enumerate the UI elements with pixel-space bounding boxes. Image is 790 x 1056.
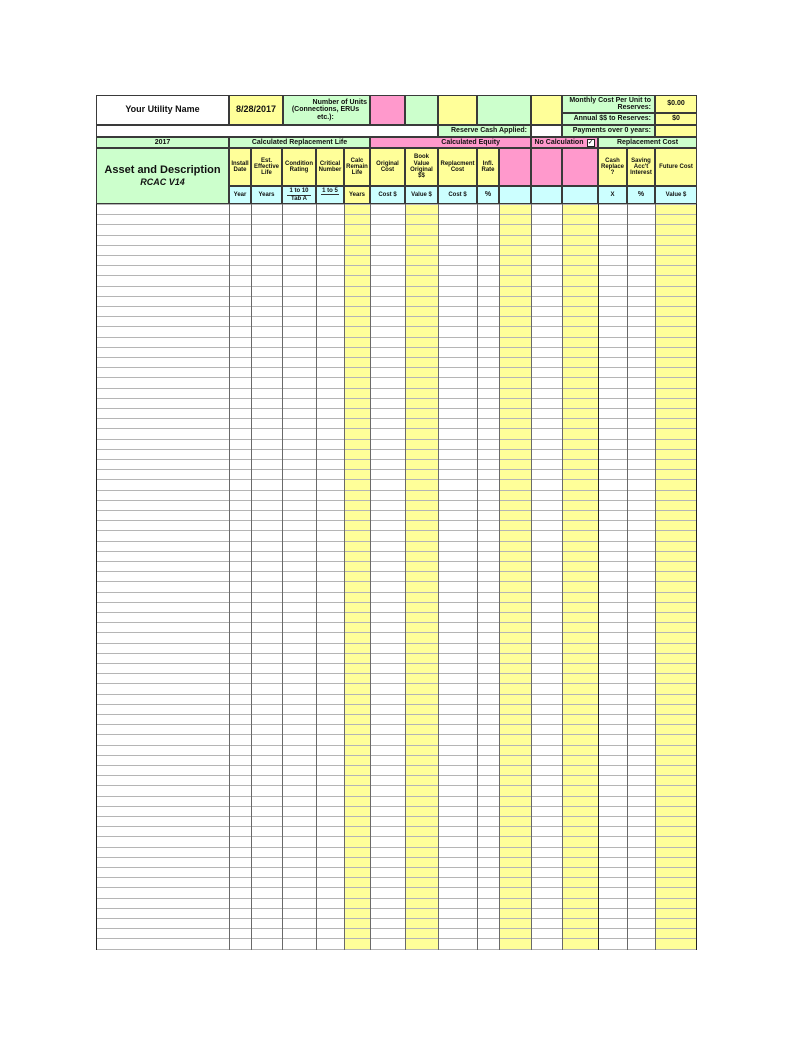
column-line [251, 204, 252, 950]
units-label [283, 95, 370, 125]
col-replacment-cost-l1: Replacment [440, 160, 475, 167]
column-line [229, 204, 230, 950]
row-line [96, 418, 697, 419]
row-line [96, 836, 697, 837]
row-line [96, 653, 697, 654]
col-pink-2 [531, 148, 562, 186]
row-line [96, 785, 697, 786]
col-saving-interest [627, 148, 655, 186]
col-book-value-l1: Book [414, 154, 429, 161]
column-line [696, 204, 697, 950]
column-line [598, 204, 599, 950]
row-line [96, 867, 697, 868]
row-line [96, 449, 697, 450]
row-line [96, 755, 697, 756]
col-install-date-l2: Date [233, 167, 247, 173]
row-line [96, 898, 697, 899]
row-line [96, 520, 697, 521]
row-line [96, 347, 697, 348]
row-line [96, 490, 697, 491]
row-line [96, 500, 697, 501]
col-calc-remain-l3: Life [351, 170, 363, 177]
header-yellow-cell-2 [531, 95, 562, 125]
column-line [282, 204, 283, 950]
date-cell[interactable]: 8/28/2017 [229, 95, 283, 125]
col-saving-interest-l2: Acc't [633, 163, 649, 170]
row-line [96, 561, 697, 562]
col-est-life-l3: Life [261, 170, 272, 177]
row-line [96, 714, 697, 715]
reserve-cash-value[interactable] [531, 125, 562, 137]
annual-reserves-value: $0 [655, 113, 697, 125]
column-line [562, 204, 563, 950]
unit-condition-tab: Tab A [291, 195, 307, 202]
row-line [96, 306, 697, 307]
row-line [96, 398, 697, 399]
monthly-cost-value: $0.00 [655, 95, 697, 113]
row-line [96, 918, 697, 919]
row-line [96, 541, 697, 542]
row-line [96, 602, 697, 603]
col-saving-interest-l3: Interest [630, 170, 652, 177]
row-line [96, 581, 697, 582]
row-line [96, 469, 697, 470]
row-line [96, 326, 697, 327]
row-line [96, 245, 697, 246]
asset-title-line2: RCAC V14 [140, 176, 185, 187]
unit-cost-2: Cost $ [438, 186, 477, 204]
col-calc-remain-l2: Remain [346, 163, 368, 170]
col-critical [316, 148, 344, 186]
col-replacment-cost [438, 148, 477, 186]
column-line [316, 204, 317, 950]
reserve-cash-label: Reserve Cash Applied: [438, 125, 531, 137]
payments-label: Payments over 0 years: [562, 125, 655, 137]
row-line [96, 806, 697, 807]
unit-x: X [598, 186, 627, 204]
unit-years-2: Years [344, 186, 370, 204]
row-line [96, 367, 697, 368]
annual-reserves-label: Annual $$ to Reserves: [562, 113, 655, 125]
row-line [96, 724, 697, 725]
checkbox-icon[interactable]: ✓ [587, 139, 594, 146]
row-line [96, 765, 697, 766]
row-line [96, 235, 697, 236]
col-est-life [251, 148, 282, 186]
row-line [96, 592, 697, 593]
unit-condition-range: 1 to 10 [289, 188, 309, 195]
col-cash-replace-l2: Replace [600, 163, 624, 170]
row-line [96, 745, 697, 746]
row-line [96, 214, 697, 215]
row-line [96, 775, 697, 776]
row-line [96, 357, 697, 358]
col-critical-l1: Critical [319, 160, 341, 167]
unit-blank-3 [562, 186, 598, 204]
row-line [96, 704, 697, 705]
col-infl-rate [477, 148, 499, 186]
row-line [96, 388, 697, 389]
utility-name-cell[interactable]: Your Utility Name [96, 95, 229, 125]
header-green-cell [405, 95, 438, 125]
row-line [96, 265, 697, 266]
column-line [405, 204, 406, 950]
col-critical-l2: Number [318, 167, 342, 173]
row-line [96, 622, 697, 623]
calc-replacement-life-header: Calculated Replacement Life [229, 137, 370, 148]
col-infl-rate-l1: Infl. [482, 160, 494, 167]
col-original-cost [370, 148, 405, 186]
row-line [96, 377, 697, 378]
row-line [96, 908, 697, 909]
row-line [96, 439, 697, 440]
row-line [96, 286, 697, 287]
asset-title-line1: Asset and Description [104, 164, 221, 176]
col-book-value-l2: Value [413, 160, 430, 167]
calc-equity-header: Calculated Equity [370, 137, 531, 148]
col-cash-replace [598, 148, 627, 186]
row-line [96, 632, 697, 633]
spreadsheet [96, 95, 697, 950]
row-line [96, 928, 697, 929]
column-line [477, 204, 478, 950]
unit-value-1: Value $ [405, 186, 438, 204]
col-pink-1 [499, 148, 531, 186]
unit-cost-1: Cost $ [370, 186, 405, 204]
col-calc-remain [344, 148, 370, 186]
row-line [96, 847, 697, 848]
col-est-life-l1: Est. [260, 157, 272, 164]
payments-value [655, 125, 697, 137]
row-line [96, 296, 697, 297]
col-future-cost: Future Cost [655, 148, 697, 186]
asset-description-title [96, 148, 229, 204]
column-line [370, 204, 371, 950]
row-line [96, 428, 697, 429]
row-line [96, 877, 697, 878]
unit-critical [316, 186, 344, 204]
row-line [96, 571, 697, 572]
row-line [96, 673, 697, 674]
row-line [96, 479, 697, 480]
column-line [96, 204, 97, 950]
col-pink-3 [562, 148, 598, 186]
unit-blank-1 [499, 186, 531, 204]
row-line [96, 796, 697, 797]
col-original-cost-l2: Cost [380, 167, 395, 173]
row-line [96, 938, 697, 939]
column-line [344, 204, 345, 950]
row-line [96, 643, 697, 644]
row-line [96, 551, 697, 552]
col-book-value-l4: $$ [418, 173, 425, 180]
row-line [96, 510, 697, 511]
unit-year: Year [229, 186, 251, 204]
year-header: 2017 [96, 137, 229, 148]
units-label-line2: (Connections, ERUs etc.): [291, 106, 360, 121]
col-replacment-cost-l2: Cost [450, 167, 465, 173]
row-line [96, 816, 697, 817]
header-green-cell-2 [477, 95, 531, 125]
unit-pct-2: % [627, 186, 655, 204]
unit-value-2: Value $ [655, 186, 697, 204]
row-line [96, 663, 697, 664]
col-install-date-l1: Install [231, 160, 249, 167]
col-original-cost-l1: Original [376, 160, 399, 167]
column-line [655, 204, 656, 950]
col-book-value-l3: Original [410, 167, 433, 173]
col-condition [282, 148, 316, 186]
no-calculation-label: No Calculation [534, 138, 584, 146]
row-line [96, 826, 697, 827]
col-cash-replace-l1: Cash [605, 157, 620, 164]
row-line [96, 316, 697, 317]
col-install-date [229, 148, 251, 186]
row-line [96, 255, 697, 256]
row-line [96, 275, 697, 276]
column-line [499, 204, 500, 950]
column-line [438, 204, 439, 950]
row-line [96, 459, 697, 460]
monthly-cost-label: Monthly Cost Per Unit to Reserves: [562, 95, 655, 113]
col-calc-remain-l1: Calc [350, 157, 364, 164]
unit-critical-range: 1 to 5 [322, 188, 338, 194]
no-calculation-header[interactable] [531, 137, 598, 148]
unit-pct-1: % [477, 186, 499, 204]
row-line [96, 224, 697, 225]
col-condition-l1: Condition [285, 160, 313, 167]
col-condition-l2: Rating [289, 167, 309, 173]
col-cash-replace-l3: ? [610, 170, 615, 177]
col-book-value [405, 148, 438, 186]
col-infl-rate-l2: Rate [481, 167, 495, 173]
unit-blank-2 [531, 186, 562, 204]
row-line [96, 949, 697, 950]
column-line [627, 204, 628, 950]
row-line [96, 408, 697, 409]
col-saving-interest-l1: Saving [631, 157, 651, 164]
row-line [96, 683, 697, 684]
replacement-cost-header: Replacement Cost [598, 137, 697, 148]
row-line [96, 734, 697, 735]
row-line [96, 337, 697, 338]
units-input-cell[interactable] [370, 95, 405, 125]
row-line [96, 857, 697, 858]
header-yellow-cell [438, 95, 477, 125]
row-line [96, 530, 697, 531]
unit-condition [282, 186, 316, 204]
row-line [96, 612, 697, 613]
unit-years: Years [251, 186, 282, 204]
column-line [531, 204, 532, 950]
blank-row2-cell [96, 125, 438, 137]
units-label-line1: Number of Units [312, 98, 367, 106]
row-line [96, 694, 697, 695]
row-line [96, 204, 697, 205]
col-est-life-l2: Effective [253, 163, 279, 170]
row-line [96, 887, 697, 888]
